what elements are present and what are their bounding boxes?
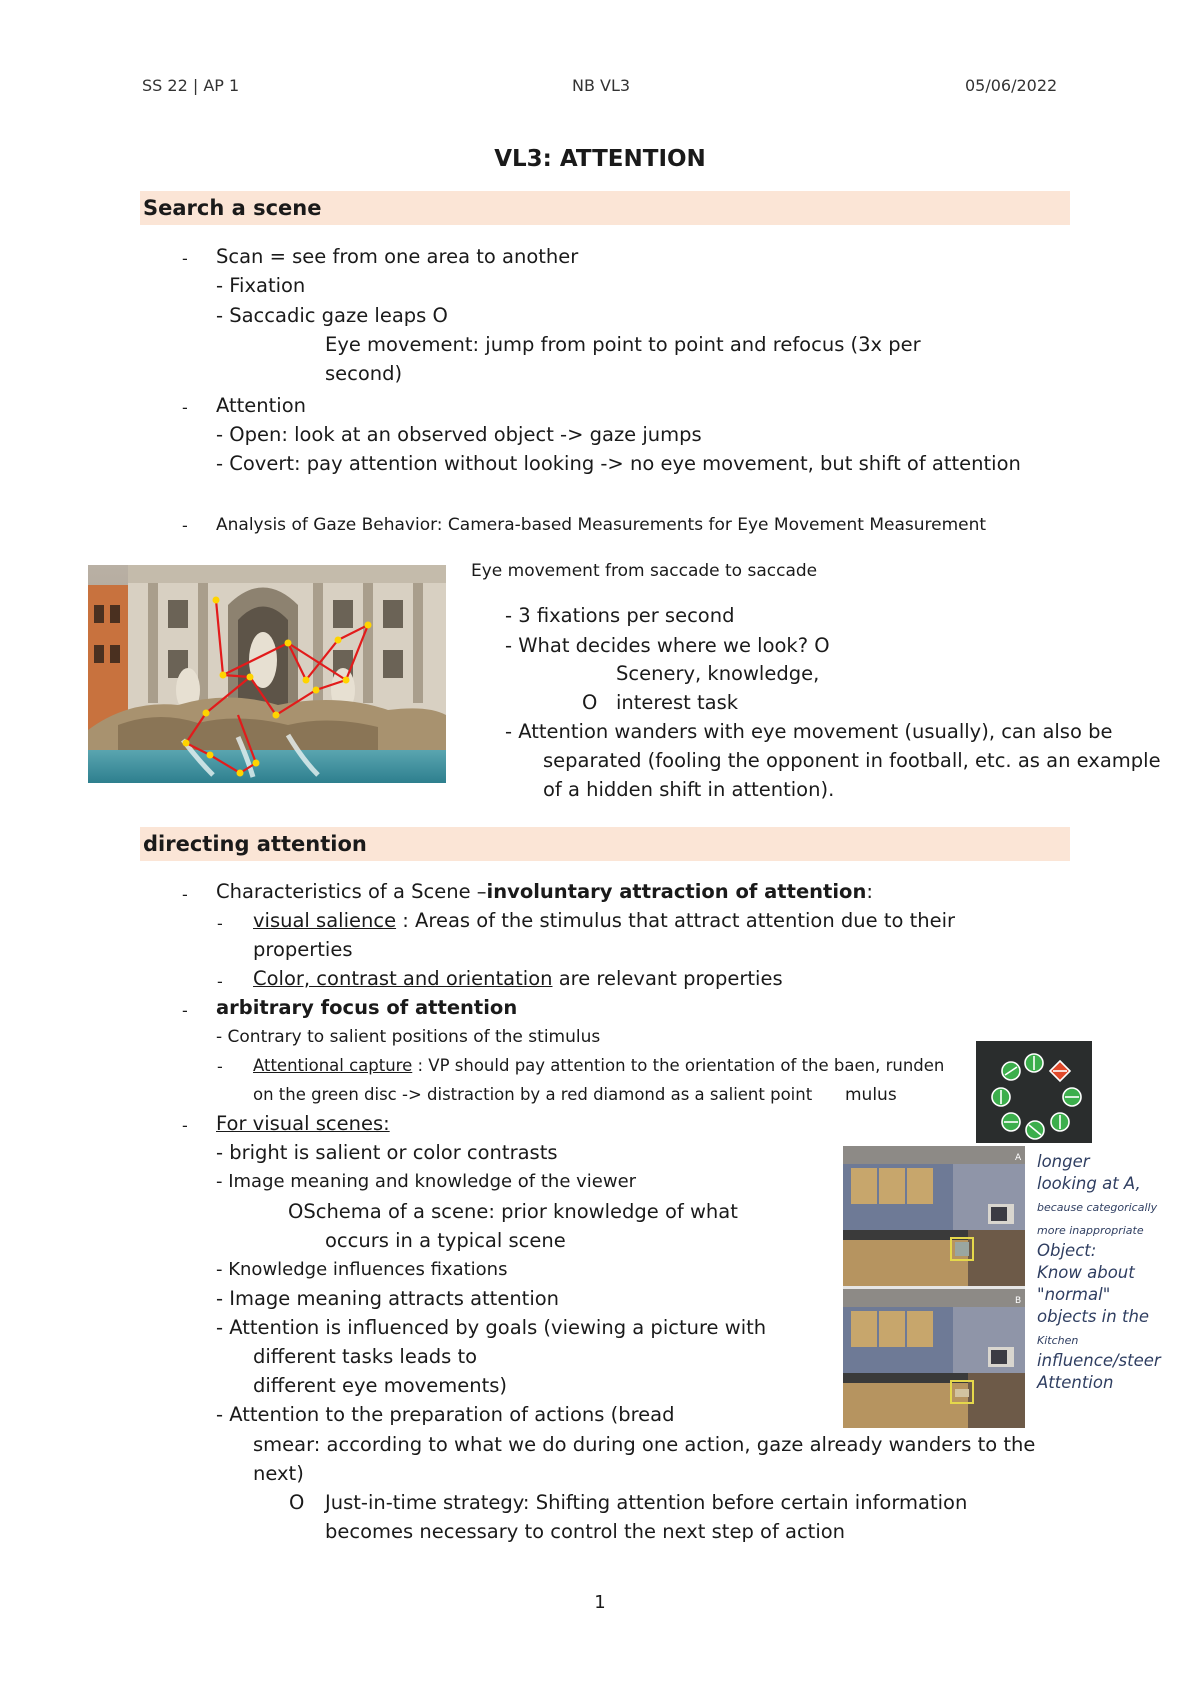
- circle-bullet: O: [289, 1491, 305, 1514]
- side-note-line: "normal": [1037, 1285, 1111, 1304]
- page-title: VL3: ATTENTION: [494, 146, 706, 172]
- text-line: on the green disc -> distraction by a red diamond as a salient point: [253, 1085, 813, 1104]
- underlined-term: visual salience: [253, 909, 397, 932]
- text-line: Eye movement: jump from point to point and refocus (3x per: [325, 333, 921, 356]
- text-line: smear: according to what we do during one action, gaze already wanders to the: [253, 1433, 1036, 1456]
- kitchen-scene-images: [843, 1146, 1025, 1428]
- text-line: - Contrary to salient positions of the stimulus: [216, 1027, 601, 1047]
- text-line: - Knowledge influences fixations: [216, 1259, 508, 1280]
- side-note-line: because categorically: [1037, 1201, 1158, 1214]
- text-span: :: [866, 880, 873, 903]
- text-line: - Attention wanders with eye movement (usually), can also be: [505, 720, 1113, 743]
- text-line: OSchema of a scene: prior knowledge of what: [288, 1200, 738, 1223]
- text-line: For visual scenes:: [216, 1112, 390, 1135]
- bullet-dash: -: [217, 1057, 223, 1076]
- page-number: 1: [594, 1592, 606, 1613]
- kitchen-label-b: B: [1015, 1296, 1022, 1306]
- text-line: Attention: [216, 394, 306, 417]
- header-right: 05/06/2022: [965, 76, 1058, 95]
- section-heading-band: [140, 191, 1070, 225]
- text-line: - bright is salient or color contrasts: [216, 1141, 558, 1164]
- text-line: - Fixation: [216, 274, 306, 297]
- side-note-line: looking at A,: [1037, 1174, 1141, 1193]
- text-line: - 3 fixations per second: [505, 604, 735, 627]
- underlined-term: Color, contrast and orientation: [253, 967, 553, 990]
- section-heading-band: [140, 827, 1070, 861]
- kitchen-label-a: A: [1015, 1153, 1022, 1163]
- text-line: arbitrary focus of attention: [216, 996, 518, 1019]
- text-line: [253, 1056, 944, 1075]
- text-line: properties: [253, 938, 353, 961]
- text-line: - Open: look at an observed object -> gaze jumps: [216, 423, 702, 446]
- header-left: SS 22 | AP 1: [142, 76, 240, 95]
- text-span: : VP should pay attention to the orientation of the baen, runden: [412, 1056, 945, 1075]
- section-heading: Search a scene: [143, 196, 322, 220]
- text-line: interest task: [616, 691, 739, 714]
- text-line: next): [253, 1462, 304, 1485]
- circle-bullet: O: [582, 691, 598, 714]
- side-note-line: Attention: [1037, 1373, 1114, 1392]
- text-line: [253, 967, 783, 990]
- bullet-dash: -: [217, 914, 223, 933]
- text-line: [216, 880, 873, 903]
- side-note-line: Object:: [1037, 1241, 1097, 1260]
- text-line: different eye movements): [253, 1374, 507, 1397]
- text-line: - What decides where we look? O: [505, 634, 830, 657]
- text-line: Just-in-time strategy: Shifting attention before certain information: [325, 1491, 968, 1514]
- text-line: Scenery, knowledge,: [616, 662, 820, 685]
- text-line: - Saccadic gaze leaps O: [216, 304, 448, 327]
- text-line: second): [325, 362, 403, 385]
- bullet-dash: -: [182, 398, 188, 417]
- header-center: NB VL3: [572, 76, 631, 95]
- text-line: - Attention is influenced by goals (viewing a picture with: [216, 1316, 767, 1339]
- bullet-dash: -: [182, 516, 188, 535]
- bold-text: involuntary attraction of attention: [486, 880, 867, 903]
- side-note-line: longer: [1037, 1152, 1090, 1171]
- side-note-line: more inappropriate: [1037, 1224, 1144, 1237]
- bullet-dash: -: [182, 1001, 188, 1020]
- side-note-line: Know about: [1037, 1263, 1135, 1282]
- text-line: - Image meaning attracts attention: [216, 1287, 560, 1310]
- text-line: - Image meaning and knowledge of the viewer: [216, 1171, 637, 1192]
- text-line: mulus: [845, 1085, 897, 1105]
- side-note-line: objects in the: [1037, 1307, 1150, 1326]
- bullet-dash: -: [217, 972, 223, 991]
- image-caption: Eye movement from saccade to saccade: [471, 561, 818, 581]
- text-span: Characteristics of a Scene –: [216, 880, 487, 903]
- text-line: Analysis of Gaze Behavior: Camera-based Measurements for Eye Movement Measurement: [216, 515, 987, 535]
- fountain-gaze-image: [88, 565, 446, 783]
- text-span: : Areas of the stimulus that attract attention due to their: [396, 909, 956, 932]
- side-note-line: Kitchen: [1037, 1334, 1079, 1347]
- text-span: are relevant properties: [552, 967, 783, 990]
- text-line: occurs in a typical scene: [325, 1229, 566, 1252]
- bullet-dash: -: [182, 1116, 188, 1135]
- side-note-line: influence/steer: [1037, 1351, 1161, 1370]
- underlined-term: Attentional capture: [253, 1056, 413, 1075]
- attentional-capture-stimulus: [976, 1041, 1092, 1143]
- section-heading: directing attention: [143, 832, 367, 856]
- text-line: of a hidden shift in attention).: [543, 778, 835, 801]
- text-line: Scan = see from one area to another: [216, 245, 579, 268]
- bullet-dash: -: [182, 885, 188, 904]
- text-line: [253, 909, 955, 932]
- text-line: - Attention to the preparation of actions (bread: [216, 1403, 675, 1426]
- text-line: - Covert: pay attention without looking -> no eye movement, but shift of attention: [216, 452, 1021, 475]
- bullet-dash: -: [182, 249, 188, 268]
- text-line: becomes necessary to control the next step of action: [325, 1520, 846, 1543]
- text-line: separated (fooling the opponent in football, etc. as an example: [543, 749, 1161, 772]
- text-line: different tasks leads to: [253, 1345, 478, 1368]
